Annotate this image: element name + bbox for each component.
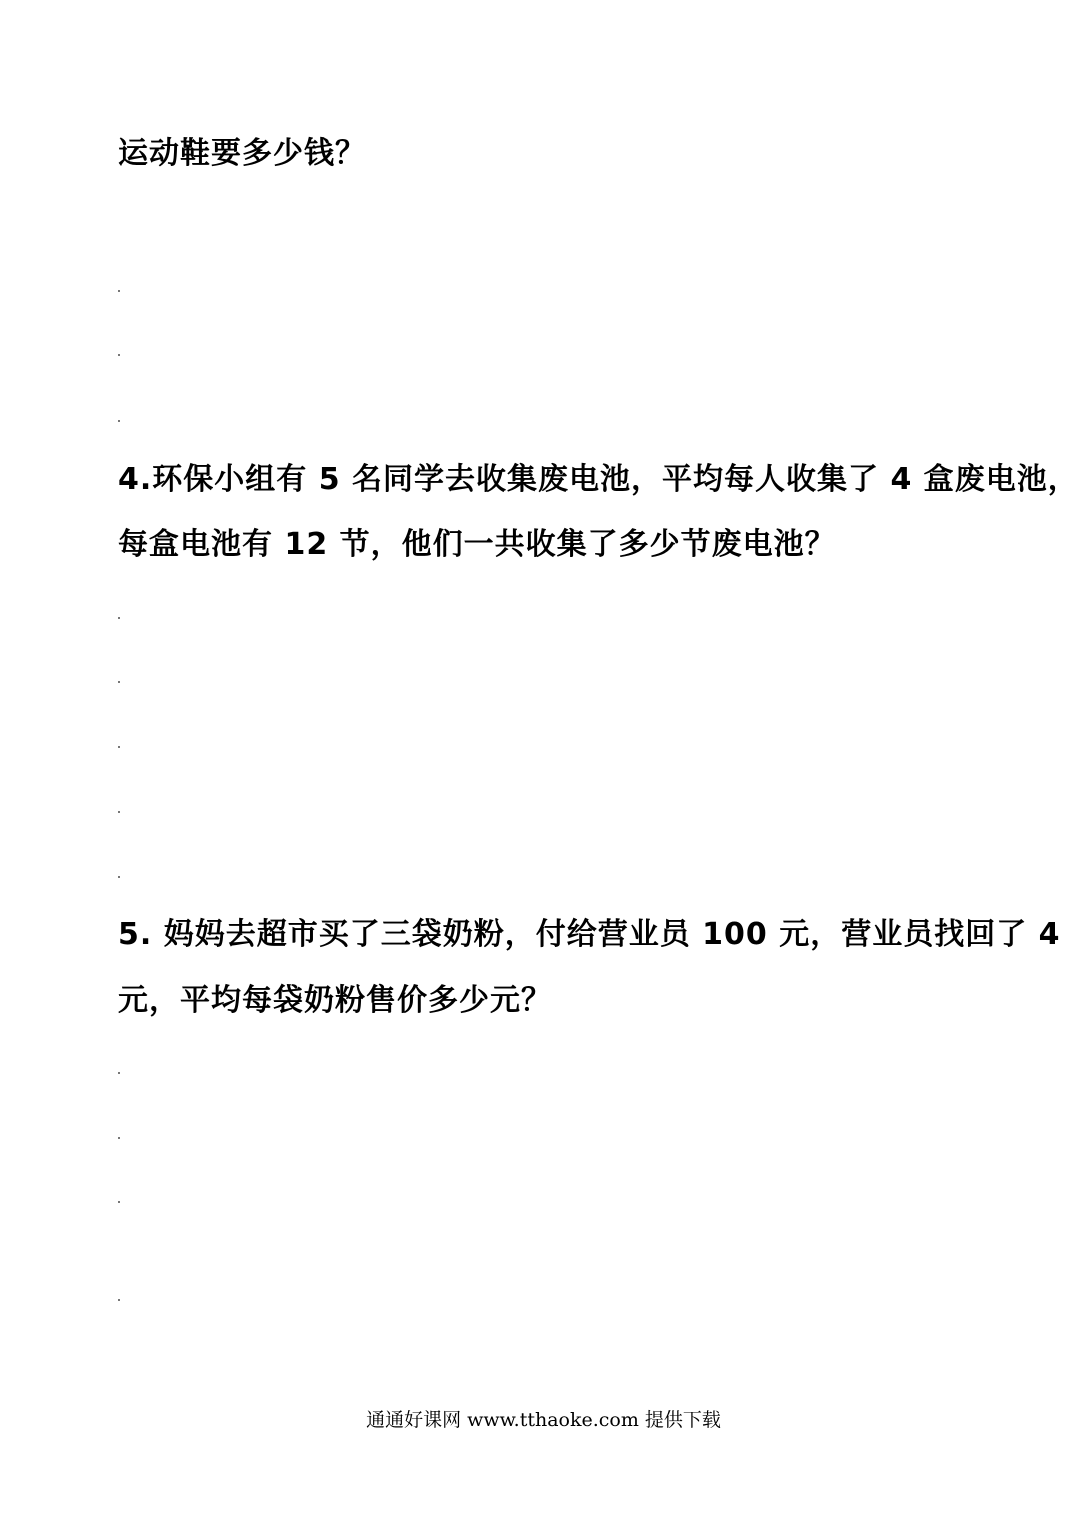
blank-line-marker [118,811,120,813]
blank-line-marker [118,876,120,878]
blank-line-marker [118,617,120,619]
problem-3-continuation: 运动鞋要多少钱？ [118,136,366,171]
problem-4-line-1: 4.环保小组有 5 名同学去收集废电池，平均每人收集了 4 盒废电池， [118,462,1079,497]
problem-4-line-2: 每盒电池有 12 节，他们一共收集了多少节废电池？ [118,527,836,562]
blank-line-marker [118,746,120,748]
blank-line-marker [118,681,120,683]
blank-line-marker [118,420,120,422]
page-footer: 通通好课网 www.tthaoke.com 提供下载 [366,1409,721,1431]
blank-line-marker [118,1201,120,1203]
blank-line-marker [118,354,120,356]
problem-5-line-2: 元，平均每袋奶粉售价多少元？ [118,983,552,1018]
problem-5-line-1: 5. 妈妈去超市买了三袋奶粉，付给营业员 100 元，营业员找回了 4 [118,917,1061,952]
blank-line-marker [118,1072,120,1074]
blank-line-marker [118,1137,120,1139]
blank-line-marker [118,1299,120,1301]
blank-line-marker [118,290,120,292]
